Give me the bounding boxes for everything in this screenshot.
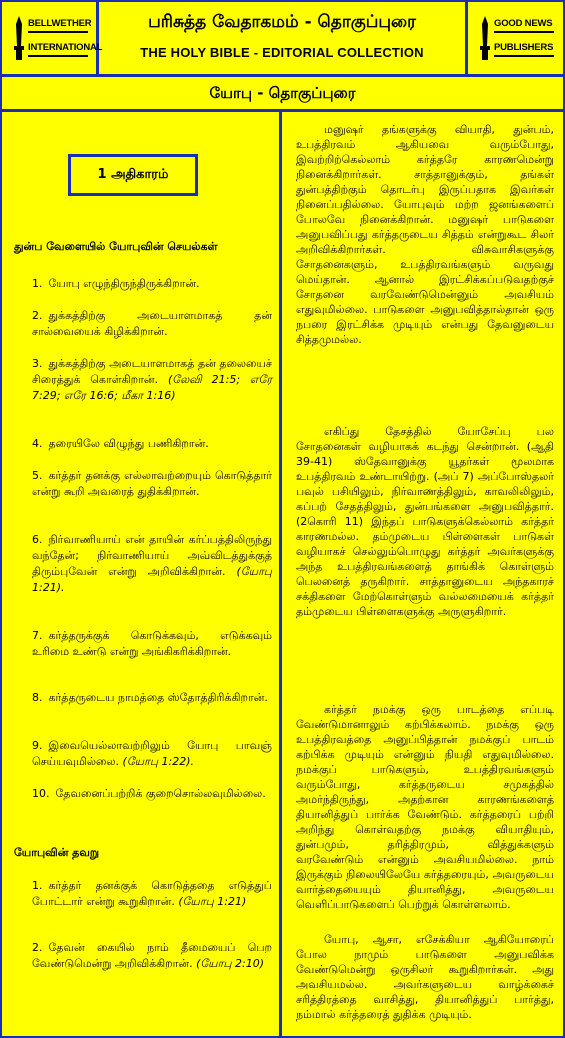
list-item bbox=[32, 468, 272, 500]
item-number: 5. bbox=[32, 469, 43, 482]
item-text: கர்த்தருக்குக் கொடுக்கவும், எடுக்கவும் உரிமை உண்டு என்று அங்கிகரிக்கிறான். bbox=[32, 629, 272, 658]
item-number: 2. bbox=[32, 309, 43, 322]
pen-icon bbox=[10, 14, 28, 62]
list-item bbox=[32, 436, 272, 452]
bellwether-logo bbox=[8, 14, 103, 64]
item-text: இவையெல்லாவற்றிலும் யோபு பாவஞ் செய்யவுமில்லை. bbox=[32, 739, 272, 768]
item-number: 10. bbox=[32, 787, 50, 800]
list-item bbox=[32, 786, 272, 802]
pen-icon bbox=[476, 14, 494, 62]
verse-reference: (யோபு 1:21) bbox=[178, 895, 247, 908]
item-number: 9. bbox=[32, 739, 43, 752]
left-column bbox=[2, 112, 282, 1036]
item-text: கர்த்தர் தனக்கு எல்லாவற்றையும் கொடுத்தார் என்று கூறி அவரைத் துதிக்கிறான். bbox=[32, 469, 272, 498]
verse-reference: (யோபு 1:22). bbox=[122, 755, 194, 768]
page-subtitle: யோபு - தொகுப்புரை bbox=[209, 84, 356, 102]
item-number: 8. bbox=[32, 691, 43, 704]
list-item bbox=[32, 940, 272, 972]
item-number: 4. bbox=[32, 437, 43, 450]
item-text: தேவனைப்பற்றிக் குறைசொல்லவுமில்லை. bbox=[55, 787, 266, 800]
logo-underline bbox=[494, 31, 554, 33]
paragraph: யோபு, ஆசா, எசேக்கியா ஆகியோரைப் போல நாமும் பாடுகளை அனுபவிக்க வேண்டுமென்று ஒருசிலர் கூறுகிறார்கள். அது அவசியமல்ல. அவர்களுடைய வாழ்க்கைச் சரித்திரத்தை வாசித்து, தியானித்துப் பார்த்து, நம்மால் கர்த்தரைத் துதிக்க முடியும். bbox=[296, 933, 554, 1021]
paragraph: கர்த்தர் நமக்கு ஒரு பாடத்தை எப்படி வேண்டுமானாலும் கற்பிக்கலாம். நமக்கு ஒரு உபத்திரவத்தை அனுப்பித்தான் நமக்குப் பாடம் கற்பிக்க முடியும் என்னும் நியதி எதுவுமில்லை. நமக்குப் பாடுகளும், உபத்திரவங்களும் வரும்போது, கர்த்தருடைய சமுகத்தில் அமர்ந்திருந்து, அதற்கான காரணங்களைத் தியானித்துப் பார்க்க வேண்டும். கர்த்தரைப் பற்றி அறிந்து கொள்வதற்கு நமக்கு வியாதியும், துன்பமும், தரித்திரமும், வித்துக்களும் வரவேண்டும் என்னும் அவசியமில்லை. நாம் இருக்கும் நிலையிலேயே கர்த்தரையும், அவருடைய வார்த்தையையும் தியானித்து, அவருடைய வெளிப்பாடுகளைப் பெற்றுக் கொள்ளலாம். bbox=[296, 703, 554, 911]
header-center-cell bbox=[99, 2, 468, 74]
item-text: கர்த்தருடைய நாமத்தை ஸ்தோத்திரிக்கிறான். bbox=[48, 691, 268, 704]
logo-underline bbox=[28, 31, 88, 33]
tamil-title: பரிசுத்த வேதாகமம் - தொகுப்புரை bbox=[148, 12, 416, 32]
list-item bbox=[32, 878, 272, 910]
chapter-box: 1 அதிகாரம் bbox=[68, 154, 198, 196]
item-text: தேவன் கையில் நாம் தீமையைப் பெற வேண்டுமென்று அறிவிக்கிறான். bbox=[32, 941, 272, 970]
item-number: 2. bbox=[32, 941, 43, 954]
item-text: கர்த்தர் தனக்குக் கொடுத்ததை எடுத்துப் போட்டார் என்று கூறுகிறான். bbox=[32, 879, 272, 908]
section-heading: யோபுவின் தவறு bbox=[14, 846, 100, 859]
paragraph: எகிப்து தேசத்தில் யோசேப்பு பல சோதனைகள் வழியாகக் கடந்து சென்றான். (ஆதி 39-41) ஸ்தேவானுக்கு யூதர்கள் மூலமாக உபத்திரவம் உண்டாயிற்று. (அப் 7) அப்போஸ்தலர் பவுல் பசியிலும், நிர்வாணத்திலும், காவலிலிலும், கப்பற் சேதத்திலும், துன்பங்களை அனுபவித்தார். (2கொரி 11) இந்தப் பாடுகளுக்கெல்லாம் கர்த்தர் காரணமல்ல. தம்முடைய பிள்ளைகள் பாடுகள் வழியாகச் செல்லும்பொழுது கர்த்தர் அவர்களுக்கு அந்த உபத்திரவங்களைத் தாங்கிக் கொள்ளும் பெலனைத் தருகிறார். சாத்தானுடைய அந்தகாரச் சக்திகளை மேற்கொள்ளும் வல்லமையைக் கர்த்தர் தம்முடைய பிள்ளைகளுக்கு அருளுகிறார். bbox=[296, 425, 554, 618]
item-text: தரையிலே விழுந்து பணிகிறான். bbox=[48, 437, 209, 450]
item-text: யோபு எழுந்திருந்திருக்கிறான். bbox=[48, 277, 200, 290]
logo-underline bbox=[28, 55, 88, 57]
logo-line-1: GOOD NEWS bbox=[494, 18, 553, 29]
item-number: 3. bbox=[32, 357, 43, 370]
logo-line-2: PUBLISHERS bbox=[494, 42, 554, 53]
list-item bbox=[32, 532, 272, 596]
item-text: நிர்வாணியாய் என் தாயின் கர்ப்பத்திலிருந்து வந்தேன்; நிர்வாணியாய் அவ்விடத்துக்குத் திரும்புவேன் என்று அறிவிக்கிறான். bbox=[32, 533, 272, 578]
divider bbox=[2, 74, 563, 77]
section-heading: துன்ப வேளையில் யோபுவின் செயல்கள் bbox=[14, 240, 218, 253]
list-item bbox=[32, 308, 272, 340]
logo-underline bbox=[494, 55, 554, 57]
paragraph: மனுஷர் தங்களுக்கு வியாதி, துன்பம், உபத்திரவம் ஆகியவை வரும்போது, இவற்றிற்கெல்லாம் கர்த்தரே காரணமென்று நினைக்கிறார்கள். சாத்தானுக்கும், தங்கள் துன்பத்திற்கும் தொடர்பு இருப்பதாக இவர்கள் நினைப்பதில்லை. யோபுவும் மற்ற ஜனங்களைப் போலவே நினைக்கிறான். மனுஷர் பாடுகளை அனுபவிப்பது கர்த்தருடைய சித்தம் என்றுகூட சிலர் அறிவிக்கிறார்கள். விசுவாசிகளுக்கு சோதனைகளும், உபத்திரவங்களும் வருவது மெய்தான். ஆனால் இரட்சிக்கப்படுவதற்குச் சோதனை வரவேண்டுமென்னும் அவசியம் எதுவுமில்லை. பாடுகளை அனுபவித்தால்தான் ஒரு நபரை இரட்சிக்க முடியும் என்பது தேவனுடைய சித்தமுமல்ல. bbox=[296, 123, 554, 346]
verse-reference: (யோபு 1:21). bbox=[32, 565, 272, 594]
item-number: 1. bbox=[32, 879, 43, 892]
item-text: துக்கத்திற்கு அடையாளமாகத் தன் சால்வையைக் கிழிக்கிறான். bbox=[32, 309, 272, 338]
item-number: 7. bbox=[32, 629, 43, 642]
list-item bbox=[32, 690, 272, 706]
verse-reference: (லேவி 21:5; எரே 7:29; எரே 16:6; மீகா 1:16) bbox=[32, 373, 273, 402]
list-item bbox=[32, 628, 272, 660]
list-item bbox=[32, 738, 272, 770]
item-number: 1. bbox=[32, 277, 43, 290]
verse-reference: (யோபு 2:10) bbox=[196, 957, 265, 970]
list-item bbox=[32, 276, 272, 292]
goodnews-logo bbox=[474, 14, 558, 64]
list-item bbox=[32, 356, 272, 404]
header-left-cell bbox=[2, 2, 103, 74]
logo-line-2: INTERNATIONAL bbox=[28, 42, 103, 53]
header-right-cell bbox=[468, 2, 561, 74]
item-number: 6. bbox=[32, 533, 43, 546]
english-title: THE HOLY BIBLE - EDITORIAL COLLECTION bbox=[140, 45, 424, 60]
item-text: துக்கத்திற்கு அடையாளமாகத் தன் தலையைச் சிரைத்துக் கொள்கிறான். bbox=[32, 357, 272, 386]
logo-line-1: BELLWETHER bbox=[28, 18, 92, 29]
right-column bbox=[282, 112, 563, 1036]
